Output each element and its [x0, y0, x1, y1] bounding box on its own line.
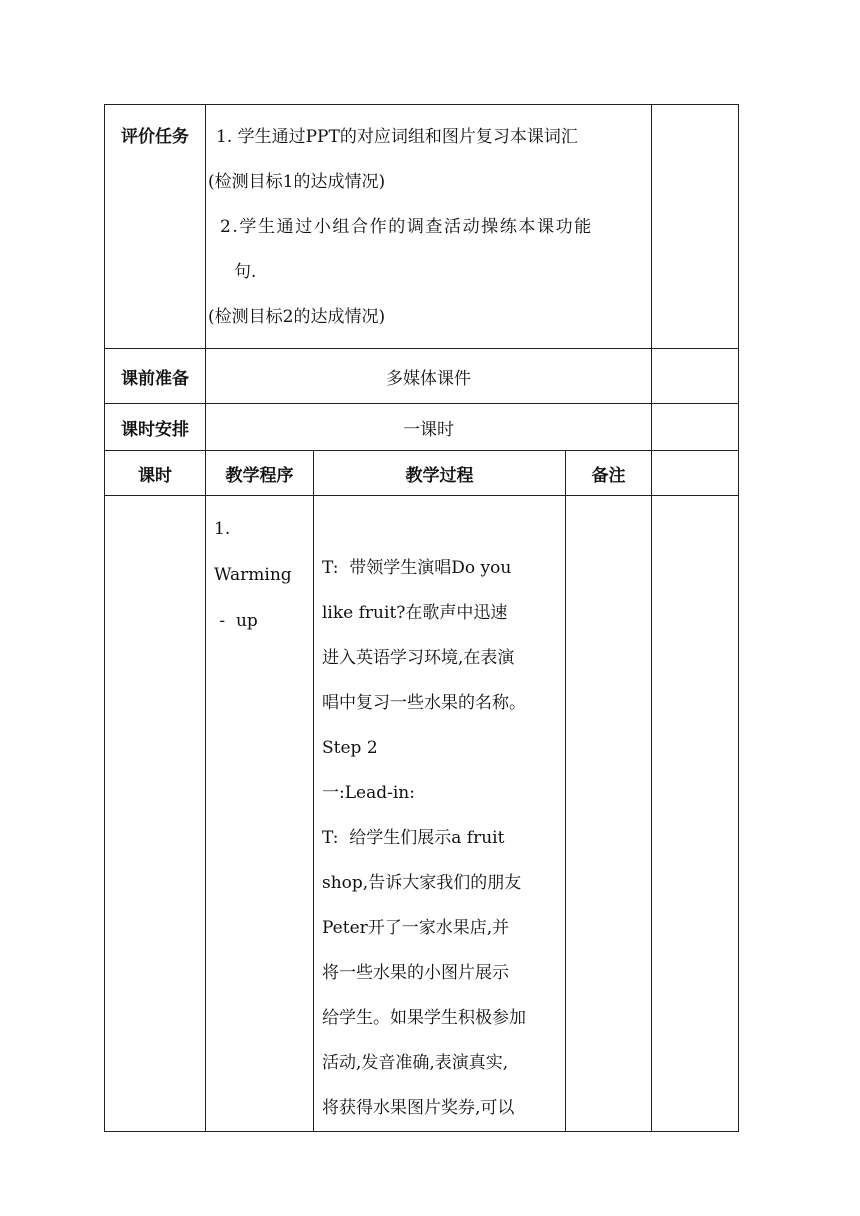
eval-task-content	[206, 105, 652, 349]
period-cell	[105, 496, 206, 1132]
col-header-process: 教学过程	[314, 451, 566, 496]
process-line-13: 将获得水果图片奖券,可以	[322, 1098, 515, 1118]
remarks-cell	[566, 496, 652, 1132]
process-line-3: 进入英语学习环境,在表演	[322, 648, 515, 668]
process-line-10: 将一些水果的小图片展示	[322, 963, 509, 983]
procedure-cell	[206, 496, 314, 1132]
eval-task-label: 评价任务	[105, 105, 206, 349]
process-line-6: 一:Lead-in:	[322, 783, 415, 803]
schedule-notes	[652, 404, 739, 451]
process-line-7: T: 给学生们展示a fruit	[322, 828, 505, 848]
eval-task-row	[105, 105, 739, 349]
prep-row	[105, 349, 739, 404]
eval-line-2: (检测目标1的达成情况)	[208, 172, 386, 192]
lesson-body-row	[105, 496, 739, 1132]
extra-cell	[652, 496, 739, 1132]
process-line-12: 活动,发音准确,表演真实,	[322, 1053, 509, 1073]
procedure-line-1: 1.	[214, 519, 231, 539]
prep-label: 课前准备	[105, 349, 206, 404]
col-header-procedure: 教学程序	[206, 451, 314, 496]
process-line-4: 唱中复习一些水果的名称。	[322, 693, 526, 713]
eval-line-5: (检测目标2的达成情况)	[208, 307, 386, 327]
process-line-8: shop,告诉大家我们的朋友	[322, 873, 522, 893]
process-line-9: Peter开了一家水果店,并	[322, 918, 510, 938]
col-header-extra	[652, 451, 739, 496]
eval-task-notes	[652, 105, 739, 349]
schedule-row	[105, 404, 739, 451]
procedure-line-2: Warming	[214, 565, 292, 585]
schedule-value: 一课时	[206, 404, 652, 451]
eval-line-4: 句.	[234, 262, 257, 282]
procedure-line-3: - up	[214, 611, 258, 631]
col-header-period: 课时	[105, 451, 206, 496]
lesson-plan-table	[104, 104, 739, 1132]
column-header-row	[105, 451, 739, 496]
process-line-11: 给学生。如果学生积极参加	[322, 1008, 526, 1028]
prep-notes	[652, 349, 739, 404]
process-cell	[314, 496, 566, 1132]
prep-value: 多媒体课件	[206, 349, 652, 404]
process-line-2: like fruit?在歌声中迅速	[322, 603, 508, 623]
schedule-label: 课时安排	[105, 404, 206, 451]
col-header-remarks: 备注	[566, 451, 652, 496]
process-line-5: Step 2	[322, 738, 378, 758]
eval-line-1: 1. 学生通过PPT的对应词组和图片复习本课词汇	[216, 127, 578, 147]
eval-line-3: 2.学生通过小组合作的调查活动操练本课功能	[220, 217, 593, 237]
process-line-1: T: 带领学生演唱Do you	[322, 558, 512, 578]
